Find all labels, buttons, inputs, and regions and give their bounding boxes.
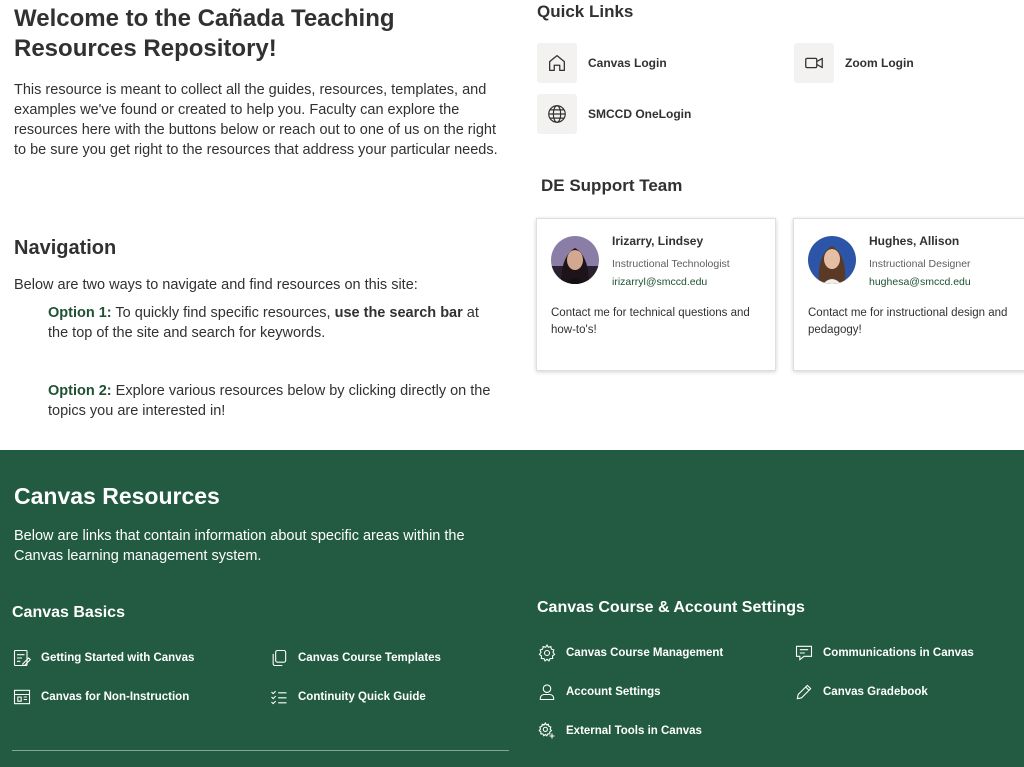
globe-icon (537, 94, 577, 134)
link-getting-started[interactable] (12, 648, 194, 668)
link-label: Canvas Gradebook (823, 686, 928, 698)
option-1-bold: use the search bar (334, 305, 463, 321)
canvas-settings-heading: Canvas Course & Account Settings (537, 599, 805, 616)
link-label: Continuity Quick Guide (298, 691, 426, 703)
person-role: Instructional Technologist (612, 258, 730, 270)
link-course-management[interactable] (537, 643, 723, 663)
gear-icon (537, 643, 557, 663)
canvas-resources-description: Below are links that contain information about specific areas within the Canvas learning management system. (14, 528, 465, 564)
person-email[interactable]: irizarryl@smccd.edu (612, 276, 708, 288)
link-external-tools[interactable] (537, 721, 702, 741)
link-label: Canvas Course Management (566, 647, 724, 659)
link-course-templates[interactable] (269, 648, 441, 668)
link-label: Communications in Canvas (823, 647, 974, 659)
person-name: Irizarry, Lindsey (612, 234, 704, 248)
link-gradebook[interactable] (794, 682, 928, 702)
option-1-pre: To quickly find specific resources, (111, 305, 335, 321)
link-label: Account Settings (566, 686, 661, 698)
quick-link-smccd-onelogin[interactable] (537, 94, 691, 134)
welcome-text: This resource is meant to collect all the guides, resources, templates, and examples we've found or created to help you. Faculty can explore the resources here with the buttons below or reach out to one of us on the right to be sure you get right to the resources that address your particular needs. (14, 82, 498, 158)
link-non-instruction[interactable] (12, 687, 189, 707)
link-label: Canvas Course Templates (298, 652, 441, 664)
document-edit-icon (12, 648, 32, 668)
person-description: Contact me for instructional design and pedagogy! (808, 307, 1008, 336)
link-label: External Tools in Canvas (566, 725, 702, 737)
option-2-text (48, 381, 498, 421)
link-label: Getting Started with Canvas (41, 652, 195, 664)
person-email[interactable]: hughesa@smccd.edu (869, 276, 971, 288)
navigation-intro: Below are two ways to navigate and find resources on this site: (14, 277, 418, 293)
profile-card-irizarry[interactable] (536, 218, 776, 371)
canvas-resources-section (0, 450, 1024, 767)
chat-icon (794, 643, 814, 663)
canvas-resources-title: Canvas Resources (14, 483, 220, 509)
link-communications[interactable] (794, 643, 974, 663)
home-icon (537, 43, 577, 83)
option-1-label: Option 1: (48, 305, 112, 321)
quick-link-label: Canvas Login (588, 56, 667, 70)
option-2-body: Explore various resources below by clicking directly on the topics you are interested in! (48, 383, 491, 419)
quick-links-heading: Quick Links (537, 2, 634, 21)
link-account-settings[interactable] (537, 682, 661, 702)
quick-link-label: Zoom Login (845, 56, 914, 70)
profile-card-hughes[interactable] (793, 218, 1024, 371)
copy-icon (269, 648, 289, 668)
avatar (551, 236, 599, 284)
navigation-heading: Navigation (14, 237, 117, 259)
link-continuity-guide[interactable] (269, 687, 426, 707)
person-icon (537, 682, 557, 702)
page-title: Welcome to the Cañada Teaching Resources Repository! (14, 5, 395, 62)
person-description: Contact me for technical questions and how-to's! (551, 307, 750, 336)
avatar (808, 236, 856, 284)
option-2-label: Option 2: (48, 383, 112, 399)
quick-link-label: SMCCD OneLogin (588, 107, 692, 121)
canvas-basics-heading: Canvas Basics (12, 604, 125, 621)
video-icon (794, 43, 834, 83)
support-team-heading: DE Support Team (541, 176, 683, 195)
layout-icon (12, 687, 32, 707)
link-label: Canvas for Non-Instruction (41, 691, 190, 703)
gear-add-icon (537, 721, 557, 741)
quick-link-canvas-login[interactable] (537, 43, 667, 83)
option-1-text (48, 303, 498, 343)
person-name: Hughes, Allison (869, 234, 960, 248)
option-1-post: at the top of the site and search for keywords. (48, 305, 479, 341)
person-role: Instructional Designer (869, 258, 971, 270)
section-divider (12, 750, 509, 751)
quick-link-zoom-login[interactable] (794, 43, 914, 83)
pencil-icon (794, 682, 814, 702)
checklist-icon (269, 687, 289, 707)
